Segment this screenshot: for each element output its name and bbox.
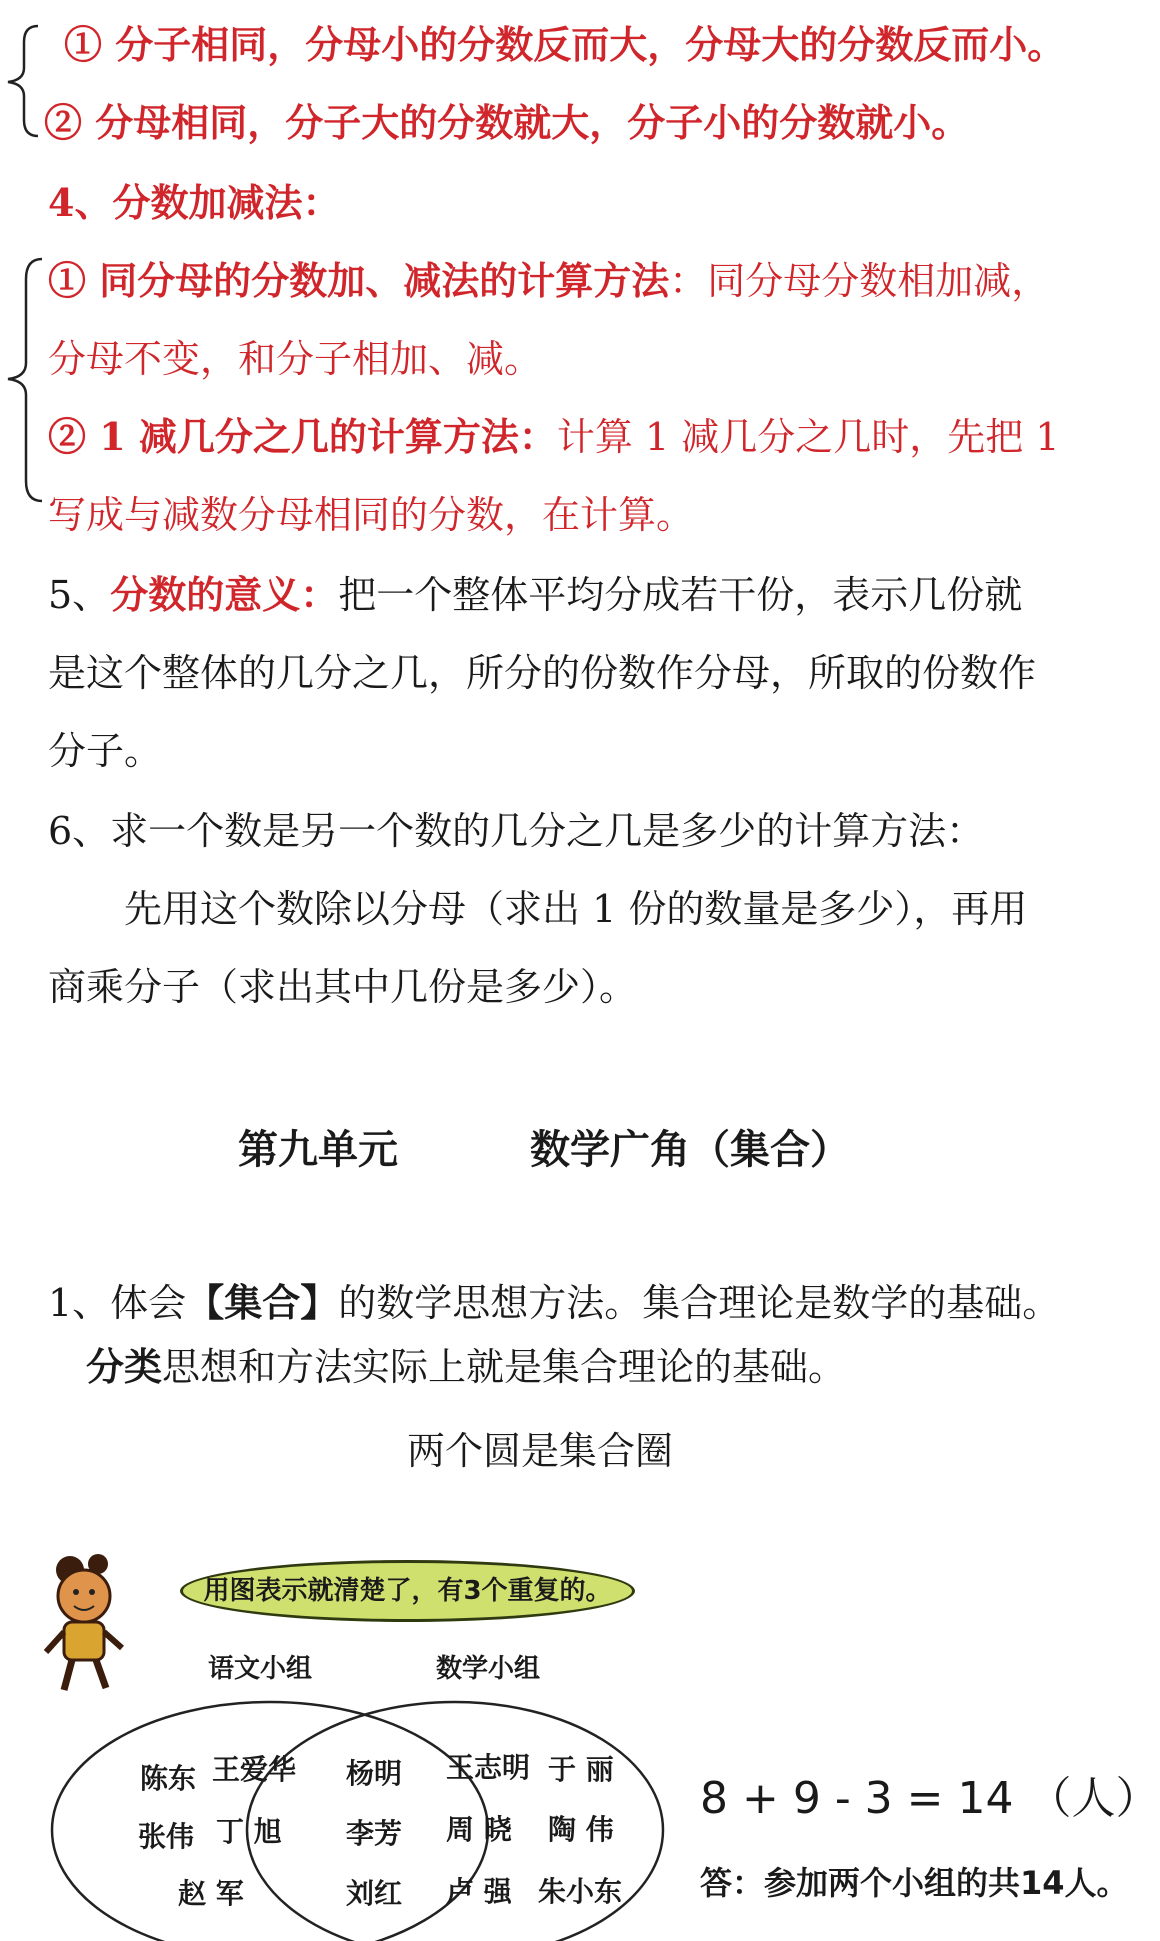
venn-left-name: 张伟 bbox=[138, 1820, 195, 1853]
venn-right-name: 周 晓 bbox=[446, 1813, 512, 1846]
sets-line-2-post: 思想和方法实际上就是集合理论的基础。 bbox=[162, 1345, 847, 1389]
sets-line-1-post: 的数学思想方法。集合理论是数学的基础。 bbox=[338, 1281, 1061, 1325]
unit-title-right: 数学广角（集合） bbox=[530, 1126, 850, 1173]
venn-left-name: 王爱华 bbox=[212, 1753, 297, 1786]
add-sub-item-1-cont: 分母不变，和分子相加、减。 bbox=[48, 337, 543, 381]
meaning-num: 5、 bbox=[48, 573, 111, 617]
add-sub-item-2-label: ② 1 减几分之几的计算方法： bbox=[48, 414, 557, 459]
sets-line-2-bold: 分类 bbox=[86, 1344, 163, 1389]
venn-middle-name: 杨明 bbox=[346, 1757, 403, 1790]
sets-line-1-pre: 1、体会 bbox=[48, 1281, 187, 1325]
venn-right-name: 卢 强 bbox=[446, 1875, 512, 1908]
sets-line-2 bbox=[86, 1342, 846, 1392]
meaning-line-3: 分子。 bbox=[48, 729, 163, 773]
add-sub-item-1 bbox=[48, 256, 1049, 306]
sets-line-1 bbox=[48, 1278, 1060, 1328]
add-sub-item-1-text-a: ：同分母分数相加减， bbox=[669, 259, 1050, 303]
venn-middle-name: 李芳 bbox=[346, 1817, 403, 1850]
meaning-line-1 bbox=[48, 570, 1022, 620]
venn-middle-name: 刘红 bbox=[346, 1877, 403, 1910]
add-sub-item-2 bbox=[48, 412, 1060, 462]
cartoon-child-illustration bbox=[40, 1548, 130, 1698]
method-line-1: 先用这个数除以分母（求出 1 份的数量是多少），再用 bbox=[124, 887, 1028, 931]
venn-right-name: 王志明 bbox=[446, 1751, 531, 1784]
unit-title-left: 第九单元 bbox=[238, 1126, 398, 1173]
method-heading: 6、求一个数是另一个数的几分之几是多少的计算方法： bbox=[48, 809, 985, 853]
compare-rule-1: ① 分子相同，分母小的分数反而大，分母大的分数反而小。 bbox=[64, 22, 1066, 67]
sets-line-1-bold: 【集合】 bbox=[186, 1280, 339, 1325]
venn-left-name: 赵 军 bbox=[178, 1877, 244, 1910]
meaning-label: 分数的意义： bbox=[110, 572, 339, 617]
brace-compare bbox=[2, 22, 42, 140]
add-sub-item-2-cont: 写成与减数分母相同的分数，在计算。 bbox=[48, 493, 695, 537]
venn-left-name: 丁 旭 bbox=[216, 1815, 282, 1848]
add-sub-heading: 4、分数加减法： bbox=[48, 180, 341, 225]
venn-right-name: 朱小东 bbox=[538, 1875, 623, 1908]
venn-right-name: 陶 伟 bbox=[548, 1813, 614, 1846]
add-sub-item-1-label: ① 同分母的分数加、减法的计算方法 bbox=[48, 258, 670, 303]
venn-left-name: 陈东 bbox=[140, 1762, 197, 1795]
compare-rule-2: ② 分母相同，分子大的分数就大，分子小的分数就小。 bbox=[44, 100, 970, 145]
venn-equation: 8 + 9 - 3 = 14 （人） bbox=[700, 1773, 1160, 1824]
method-line-2: 商乘分子（求出其中几份是多少）。 bbox=[48, 965, 638, 1009]
meaning-line-2: 是这个整体的几分之几，所分的份数作分母，所取的份数作 bbox=[48, 651, 1037, 695]
venn-label-math: 数学小组 bbox=[436, 1654, 541, 1684]
meaning-text-a: 把一个整体平均分成若干份，表示几份就 bbox=[338, 573, 1023, 617]
speech-bubble: 用图表示就清楚了，有3个重复的。 bbox=[180, 1560, 635, 1622]
venn-right-name: 于 丽 bbox=[548, 1753, 614, 1786]
venn-label-chinese: 语文小组 bbox=[208, 1654, 313, 1684]
venn-answer: 答：参加两个小组的共14人。 bbox=[700, 1864, 1129, 1902]
add-sub-item-2-text-a: 计算 1 减几分之几时，先把 1 bbox=[556, 415, 1060, 459]
sets-caption: 两个圆是集合圈 bbox=[406, 1429, 673, 1473]
brace-add-sub bbox=[2, 255, 46, 505]
